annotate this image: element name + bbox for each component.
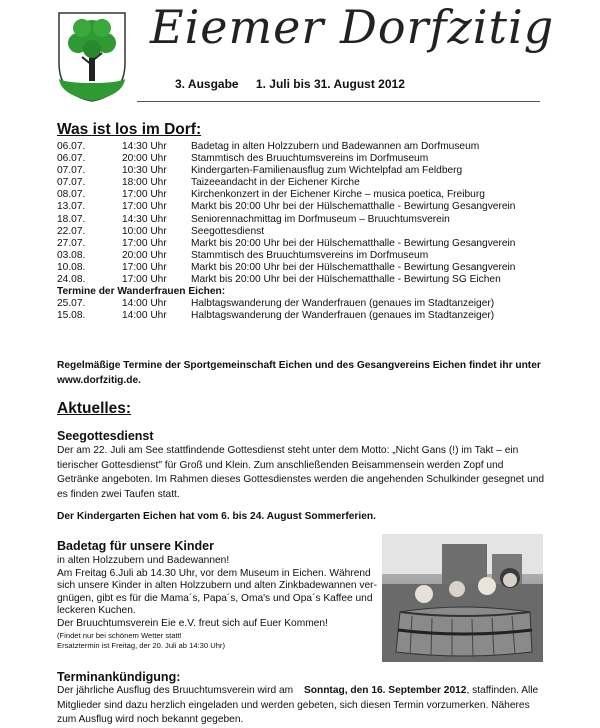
event-description: Markt bis 20:00 Uhr bei der Hülschematthalle - Bewirtung Gesangverein xyxy=(191,237,516,249)
bathing-children-photo xyxy=(382,534,543,662)
issue-number: 3. Ausgabe xyxy=(175,77,239,91)
website-link[interactable]: www.dorfzitig.de. xyxy=(57,374,141,386)
event-time: 10:00 Uhr xyxy=(122,225,167,237)
event-description: Halbtagswanderung der Wanderfrauen (genaues im Stadtanzeiger) xyxy=(191,298,495,310)
event-description: Kirchenkonzert in der Eichener Kirche – musica poetica, Freiburg xyxy=(191,189,485,201)
event-date: 27.07. xyxy=(57,237,86,249)
issue-info xyxy=(175,77,419,91)
event-row xyxy=(57,177,577,189)
terminankuendigung-text: Der jährliche Ausflug des Bruuchtumsverein wird am Sonntag, den 16. September 2012, staffinden. Alle Mitglieder sind dazu herzlich eingeladen und werden gebeten, sich diesen Termin vorzumerken. Näheres zum Ausflug wird noch bekannt gegeben. xyxy=(57,685,539,726)
event-date: 24.08. xyxy=(57,274,86,286)
badetag-title: Badetag für unsere Kinder xyxy=(57,539,214,553)
event-date: 15.08. xyxy=(57,310,86,322)
event-time: 20:00 Uhr xyxy=(122,153,167,165)
event-date: 18.07. xyxy=(57,213,86,225)
newsletter-title: Eiemer Dorfzitig xyxy=(150,0,555,54)
event-time: 14:00 Uhr xyxy=(122,310,167,322)
event-row xyxy=(57,189,577,201)
event-date: 07.07. xyxy=(57,177,86,189)
event-row xyxy=(57,298,577,310)
event-row xyxy=(57,262,577,274)
weather-note: (Findet nur bei schönem Wetter statt! xyxy=(57,630,182,640)
event-description: Markt bis 20:00 Uhr bei der Hülschematthalle - Bewirtung Gesangverein xyxy=(191,201,516,213)
event-row xyxy=(57,310,577,322)
event-row xyxy=(57,201,577,213)
event-time: 17:00 Uhr xyxy=(122,261,167,273)
event-description: Markt bis 20:00 Uhr bei der Hülschematthalle - Bewirtung Gesangverein xyxy=(191,261,516,273)
event-time: 14:00 Uhr xyxy=(122,298,167,310)
event-time: 17:00 Uhr xyxy=(122,237,167,249)
event-description: Taizeeandacht in der Eichener Kirche xyxy=(191,177,360,189)
village-crest-logo xyxy=(57,11,127,103)
event-date: 10.08. xyxy=(57,261,86,273)
event-row xyxy=(57,238,577,250)
event-description: Seniorennachmittag im Dorfmuseum – Bruuchtumsverein xyxy=(191,213,450,225)
event-date: 06.07. xyxy=(57,153,86,165)
events-heading: Was ist los im Dorf: xyxy=(57,121,202,138)
issue-period: 1. Juli bis 31. August 2012 xyxy=(255,77,405,91)
regular-dates-note: Regelmäßige Termine der Sportgemeinschaft Eichen und des Gesangvereins Eichen findet ihr unter www.dorfzitig.de. xyxy=(57,359,557,388)
news-heading: Aktuelles: xyxy=(57,400,132,417)
event-time: 20:00 Uhr xyxy=(122,249,167,261)
badetag-text: in alten Holzzubern und Badewannen! Am Freitag 6.Juli ab 14.30 Uhr, vor dem Museum in Eichen. Während sich unsere Kinder in alten Holzzubern und alten Zinkbadewannen ver- gnügen, gibt es für die Mama´s, Papa´s, Oma's und Opa´s Kaffee und leckeren Kuchen. Der Bruuchtumsverein Eie e.V. freut sich auf Euer Kommen! (Findet nur bei schönem Wetter statt! Ersatztermin ist Freitag, der 20. Juli ab 14:30 Uhr) xyxy=(57,555,382,651)
event-time: 14:30 Uhr xyxy=(122,213,167,225)
event-date: 08.07. xyxy=(57,189,86,201)
events-list xyxy=(57,141,577,322)
event-time: 14:30 Uhr xyxy=(122,141,167,152)
event-row xyxy=(57,214,577,226)
event-row xyxy=(57,165,577,177)
event-date: 25.07. xyxy=(57,298,86,310)
event-date: 07.07. xyxy=(57,165,86,177)
event-date: 13.07. xyxy=(57,201,86,213)
kindergarten-note: Der Kindergarten Eichen hat vom 6. bis 24. August Sommerferien. xyxy=(57,511,376,522)
seegottesdienst-title: Seegottesdienst xyxy=(57,429,154,443)
event-row xyxy=(57,274,577,286)
event-description: Seegottesdienst xyxy=(191,225,265,237)
event-row xyxy=(57,153,577,165)
event-date: 06.07. xyxy=(57,141,86,152)
event-description: Stammtisch des Bruuchtumsvereins im Dorfmuseum xyxy=(191,153,429,165)
terminankuendigung-title: Terminankündigung: xyxy=(57,670,181,684)
event-description: Badetag in alten Holzzubern und Badewannen am Dorfmuseum xyxy=(191,141,480,152)
event-row xyxy=(57,141,577,153)
event-time: 18:00 Uhr xyxy=(122,177,167,189)
masthead-divider xyxy=(137,101,540,102)
event-time: 17:00 Uhr xyxy=(122,189,167,201)
seegottesdienst-text: Der am 22. Juli am See stattfindende Gottesdienst steht unter dem Motto: „Nicht Gans (!) im Takt – ein tierischer Gottesdienst" für Groß und Klein. Zum anschließenden Beisammensein werden Zopf und Getränke angeboten. Im Rahmen dieses Gottesdienstes werden die angehenden Schulkinder gesegnet und es finden zwei Taufen statt. xyxy=(57,445,545,500)
event-date: 03.08. xyxy=(57,249,86,261)
event-time: 17:00 Uhr xyxy=(122,274,167,286)
event-date: 22.07. xyxy=(57,225,86,237)
event-time: 17:00 Uhr xyxy=(122,201,167,213)
excursion-date: Sonntag, den 16. September 2012 xyxy=(303,685,467,696)
event-description: Markt bis 20:00 Uhr bei der Hülschematthalle - Bewirtung SG Eichen xyxy=(191,274,501,286)
event-description: Halbtagswanderung der Wanderfrauen (genaues im Stadtanzeiger) xyxy=(191,310,495,322)
alternate-date-note: Ersatztermin ist Freitag, der 20. Juli ab 14:30 Uhr) xyxy=(57,640,225,650)
event-row xyxy=(57,250,577,262)
event-time: 10:30 Uhr xyxy=(122,165,167,177)
wanderfrauen-heading: Termine der Wanderfrauen Eichen: xyxy=(57,286,226,298)
event-description: Kindergarten-Familienausflug zum Wichtelpfad am Feldberg xyxy=(191,165,463,177)
event-description: Stammtisch des Bruuchtumsvereins im Dorfmuseum xyxy=(191,249,429,261)
event-row xyxy=(57,226,577,238)
